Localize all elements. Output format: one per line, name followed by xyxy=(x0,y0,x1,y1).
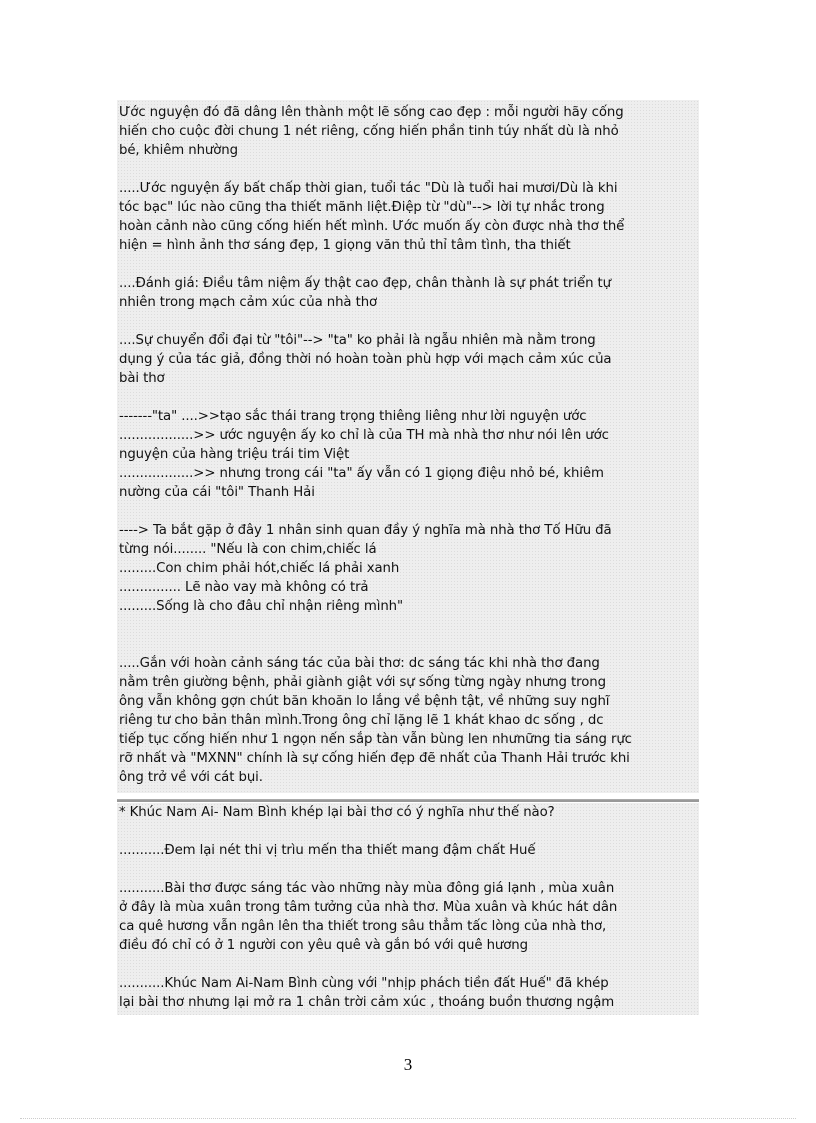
text-line: .........Sống là cho đâu chỉ nhận riêng mình" xyxy=(119,599,403,614)
text-line: rỡ nhất và "MXNN" chính là sự cống hiến đẹp đẽ nhất của Thanh Hải trước khi xyxy=(119,751,630,766)
text-line: hiến cho cuộc đời chung 1 nét riêng, cống hiến phần tinh túy nhất dù là nhỏ xyxy=(119,124,619,139)
text-line: từng nói........ "Nếu là con chim,chiếc lá xyxy=(119,542,377,557)
page-number: 3 xyxy=(403,1055,413,1074)
text-line: bé, khiêm nhường xyxy=(119,143,238,158)
text-line: .....Ước nguyện ấy bất chấp thời gian, tuổi tác "Dù là tuổi hai mươi/Dù là khi xyxy=(119,181,618,196)
text-line: ..................>> nhưng trong cái "ta" ấy vẫn có 1 giọng điệu nhỏ bé, khiêm xyxy=(119,466,604,481)
text-line: nường của cái "tôi" Thanh Hải xyxy=(119,485,315,500)
text-line: điều đó chỉ có ở 1 người con yêu quê và gắn bó với quê hương xyxy=(119,938,528,953)
blank-line xyxy=(117,822,699,841)
text-line: lại bài thơ nhưng lại mở ra 1 chân trời cảm xúc , thoáng buồn thương ngậm xyxy=(119,995,615,1010)
text-line: ............... Lẽ nào vay mà không có trả xyxy=(119,580,369,595)
blank-line xyxy=(117,616,699,635)
text-line: ....Sự chuyển đổi đại từ "tôi"--> "ta" ko phải là ngẫu nhiên mà nằm trong xyxy=(119,333,596,348)
text-line: ...........Đem lại nét thi vị trìu mến tha thiết mang đậm chất Huế xyxy=(119,843,536,858)
text-line: tiếp tục cống hiến như 1 ngọn nến sắp tàn vẫn bùng len nhưnững tia sáng rực xyxy=(119,732,632,747)
text-line: .....Gắn với hoàn cảnh sáng tác của bài thơ: dc sáng tác khi nhà thơ đang xyxy=(119,656,600,671)
text-line: bài thơ xyxy=(119,371,165,386)
blank-line xyxy=(117,635,699,654)
blank-line xyxy=(117,160,699,179)
text-line: tóc bạc" lúc nào cũng tha thiết mãnh liệt.Điệp từ "dù"--> lời tự nhắc trong xyxy=(119,200,605,215)
text-section-1 xyxy=(117,100,699,793)
text-line: nhiên trong mạch cảm xúc của nhà thơ xyxy=(119,295,378,310)
text-line: ..................>> ước nguyện ấy ko chỉ là của TH mà nhà thơ như nói lên ước xyxy=(119,428,609,443)
blank-line xyxy=(117,955,699,974)
text-line: * Khúc Nam Ai- Nam Bình khép lại bài thơ có ý nghĩa như thế nào? xyxy=(119,805,555,820)
text-line: ....Đánh giá: Điều tâm niệm ấy thật cao đẹp, chân thành là sự phát triển tự xyxy=(119,276,611,291)
text-line: ...........Bài thơ được sáng tác vào những này mùa đông giá lạnh , mùa xuân xyxy=(119,881,615,896)
footer-rule xyxy=(20,1118,796,1119)
text-line: riêng tư cho bản thân mình.Trong ông chỉ lặng lẽ 1 khát khao dc sống , dc xyxy=(119,713,604,728)
text-section-2 xyxy=(117,803,699,1015)
text-line: ông trở về với cát bụi. xyxy=(119,770,263,785)
blank-line xyxy=(117,502,699,521)
section-divider xyxy=(117,799,699,802)
text-line: ông vẫn không gợn chút băn khoăn lo lắng về bệnh tật, về những suy nghĩ xyxy=(119,694,610,709)
text-line: ----> Ta bắt gặp ở đây 1 nhân sinh quan đầy ý nghĩa mà nhà thơ Tố Hữu đã xyxy=(119,523,612,538)
text-line: Ước nguyện đó đã dâng lên thành một lẽ sống cao đẹp : mỗi người hãy cống xyxy=(119,105,624,120)
blank-line xyxy=(117,312,699,331)
blank-line xyxy=(117,860,699,879)
text-line: hiện = hình ảnh thơ sáng đẹp, 1 giọng văn thủ thỉ tâm tình, tha thiết xyxy=(119,238,571,253)
text-line: ca quê hương vẫn ngân lên tha thiết trong sâu thẳm tấc lòng của nhà thơ, xyxy=(119,919,607,934)
text-line: ở đây là mùa xuân trong tâm tưởng của nhà thơ. Mùa xuân và khúc hát dân xyxy=(119,900,618,915)
text-line: hoàn cảnh nào cũng cống hiến hết mình. Ước muốn ấy còn được nhà thơ thể xyxy=(119,219,625,234)
text-line: dụng ý của tác giả, đồng thời nó hoàn toàn phù hợp với mạch cảm xúc của xyxy=(119,352,612,367)
text-line: .........Con chim phải hót,chiếc lá phải xanh xyxy=(119,561,400,576)
text-line: ...........Khúc Nam Ai-Nam Bình cùng với "nhịp phách tiền đất Huế" đã khép xyxy=(119,976,609,991)
text-line: nằm trên giường bệnh, phải giành giật với sự sống từng ngày nhưng trong xyxy=(119,675,606,690)
blank-line xyxy=(117,255,699,274)
text-line: -------"ta" ....>>tạo sắc thái trang trọng thiêng liêng như lời nguyện ước xyxy=(119,409,587,424)
text-line: nguyện của hàng triệu trái tim Việt xyxy=(119,447,350,462)
blank-line xyxy=(117,388,699,407)
